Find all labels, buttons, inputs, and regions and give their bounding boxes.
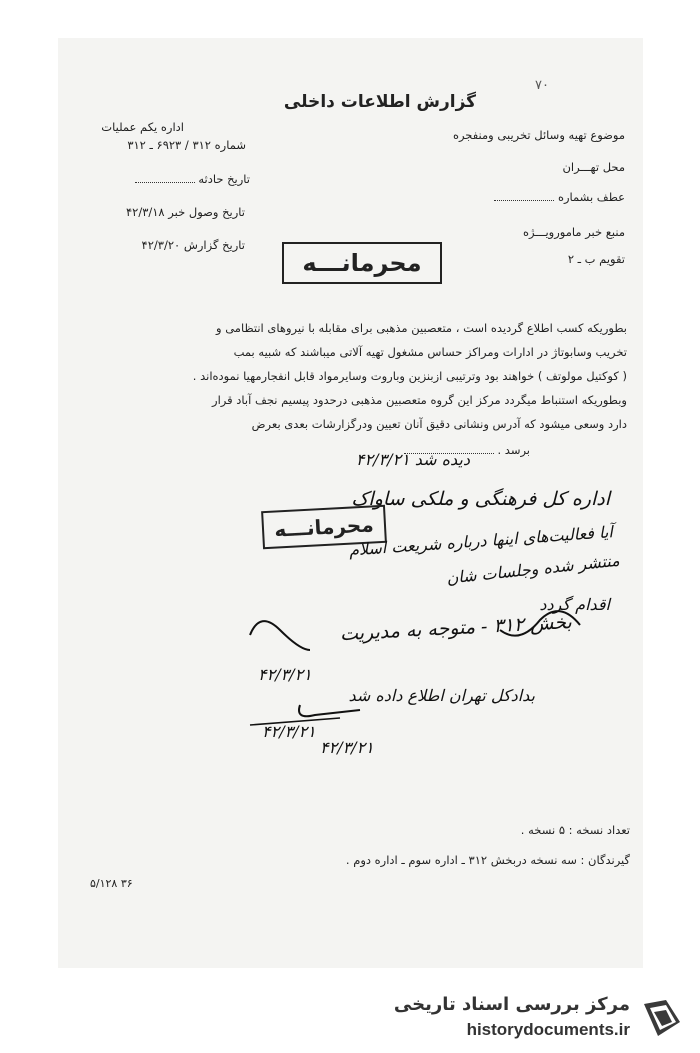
handwritten-date-3: ۴۲/۳/۲۱ (320, 738, 374, 757)
corner-mark: ۷۰ (535, 78, 549, 93)
handwritten-date-2: ۴۲/۳/۲۱ (262, 722, 316, 741)
handwritten-annotation-2: منتشر شده وجلسات شان (445, 550, 621, 588)
body-line-1: بطوریکه کسب اطلاع گردیده است ، متعصبین مذهبی برای مقابله با نیروهای انتظامی و (215, 321, 627, 335)
subject-value: تهیه وسائل تخریبی ومنفجره (452, 128, 587, 142)
location-field: محل تهـــران (562, 160, 625, 174)
handwritten-date-1: ۴۲/۳/۲۱ (258, 665, 312, 684)
secondary-stamp: محرمانـــه (261, 505, 387, 549)
source-field: منبع خبر مامورویـــژه (522, 225, 625, 239)
rating-field: تقویم ب ـ ۲ (567, 252, 625, 266)
confidential-stamp: محرمانـــه (282, 242, 442, 284)
body-line-4: وبطوریکه استنباط میگردد مرکز این گروه متعصبین مذهبی درحدود پیسیم نجف آباد قرار (212, 393, 627, 407)
copies-value: ۵ نسخه . (520, 823, 565, 837)
handwritten-annotation-1: آیا فعالیت‌های اینها درباره شریعت اسلام (348, 522, 614, 560)
body-line-5: دارد وسعی میشود که آدرس ونشانی دقیق آنان تعیین ودرگزارشات بعدی بعرض (251, 417, 627, 431)
handwritten-annotation-4: بخش ۳۱۲ - متوجه به مدیریت (339, 611, 573, 646)
report-date-field: تاریخ گزارش ۴۲/۳/۲۰ (141, 238, 245, 252)
handwritten-annotation-3: اقدام گردد (539, 595, 610, 614)
watermark-title: مرکز بررسی اسناد تاریخی (393, 994, 630, 1015)
source-value: مامورویـــژه (522, 225, 582, 239)
reference-field: عطف بشماره (470, 190, 625, 204)
body-line-3: ( کوکتیل مولوتف ) خواهند بود وترتیبی ازبنزین وباروت وسایرمواد قابل انفجارمهیا نموده‌اند . (192, 369, 627, 383)
subject-field: موضوع تهیه وسائل تخریبی ومنفجره (452, 128, 625, 142)
department-label: اداره یکم عملیات (101, 120, 184, 134)
handwritten-annotation-top: اداره کل فرهنگی و ملکی ساواک (351, 488, 610, 510)
watermark-url[interactable]: historydocuments.ir (466, 1020, 630, 1039)
receipt-date-field: تاریخ وصول خبر ۴۲/۳/۱۸ (125, 205, 245, 219)
body-line-2: تخریب وسابوتاژ در ادارات ومراکز حساس مشغول تهیه آلاتی میباشند که شبیه بمب (233, 345, 627, 359)
page-title: گزارش اطلاعات داخلی (283, 92, 477, 112)
handwritten-annotation-5: بدادکل تهران اطلاع داده شد (348, 686, 535, 705)
book-logo-icon (636, 992, 686, 1042)
incident-date-field: تاریخ حادثه (110, 172, 250, 186)
location-value: تهـــران (562, 160, 600, 174)
number-field: شماره ۳۱۲ / ۶۹۲۳ ـ ۳۱۲ (127, 138, 246, 152)
copies-field: تعداد نسخه : ۵ نسخه . (520, 823, 630, 837)
rating-value: ب ـ ۲ (567, 252, 596, 266)
receipt-date-value: ۴۲/۳/۱۸ (125, 205, 165, 219)
handwritten-signature-marks (220, 590, 640, 760)
handwritten-seen-note: دیده شد ۴۲/۳/۲۱ (355, 450, 470, 469)
number-value: ۳۱۲ / ۶۹۲۳ ـ ۳۱۲ (127, 138, 211, 152)
recipients-value: سه نسخه دربخش ۳۱۲ ـ اداره سوم ـ اداره دوم . (345, 853, 577, 867)
report-date-value: ۴۲/۳/۲۰ (141, 238, 181, 252)
body-line-6: برسد . (380, 440, 530, 460)
recipients-field: گیرندگان : سه نسخه دربخش ۳۱۲ ـ اداره سوم ـ اداره دوم . (345, 853, 630, 867)
document-code: ۵/۱۲۸ ۳۶ (90, 877, 133, 890)
